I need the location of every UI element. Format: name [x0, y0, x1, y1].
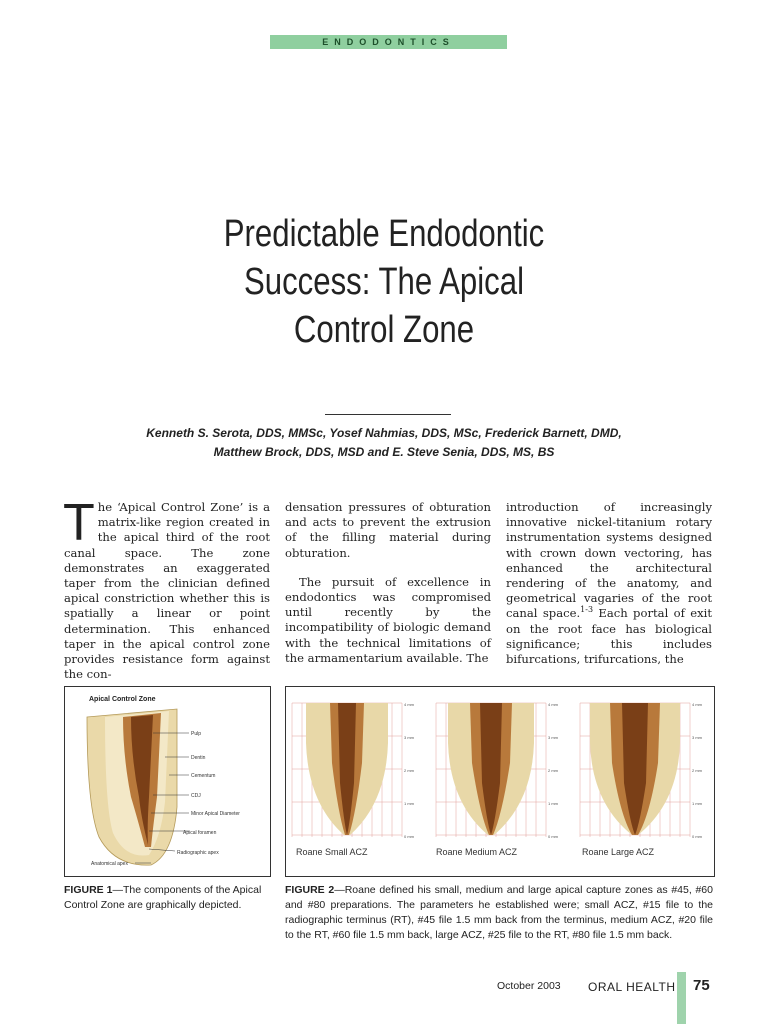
journal-name: ORAL HEALTH	[588, 980, 676, 994]
mm-label: 2 mm	[692, 768, 702, 773]
title-divider	[325, 414, 451, 415]
mm-label: 2 mm	[404, 768, 414, 773]
figure-label: Cementum	[191, 773, 216, 779]
article-title	[192, 210, 576, 354]
mm-label: 4 mm	[692, 702, 702, 707]
footer-accent-bar	[677, 972, 686, 1024]
citation-superscript: 1-3	[580, 605, 594, 615]
caption-text: —Roane defined his small, medium and large apical capture zones as #45, #60 and #80 preparations. The parameters he established were; small ACZ, #15 file to the radiographic terminus (RT), #45 file 1.5 mm back from the terminus, medium ACZ, #20 file to the RT, #60 file 1.5 mm back, large ACZ, #25 file to the RT, #80 file 1.5 mm back.	[285, 884, 713, 941]
caption-text: —The components of the Apical Control Zone are graphically depicted.	[64, 884, 262, 911]
mm-label: 3 mm	[404, 735, 414, 740]
drop-cap: T	[63, 494, 95, 552]
body-text: Each portal of exit on the root face has biological significance; this includes bifurcations, trifurcations, the	[506, 606, 712, 667]
mm-label: 1 mm	[548, 801, 558, 806]
figure-label: Pulp	[191, 731, 202, 737]
mm-label: 3 mm	[548, 735, 558, 740]
figure-1	[64, 686, 271, 877]
title-line: Control Zone	[293, 309, 475, 351]
author-line: Kenneth S. Serota, DDS, MMSc, Yosef Nahmias, DDS, MSc, Frederick Barnett, DMD,	[146, 426, 622, 440]
caption-label: FIGURE 2	[285, 884, 335, 896]
mm-label: 0 mm	[404, 834, 414, 839]
mm-label: 1 mm	[692, 801, 702, 806]
roane-acz-diagram	[286, 687, 714, 876]
figure-label: Apical foramen	[183, 830, 217, 836]
figure-label: Minor Apical Diameter	[191, 811, 240, 817]
body-text: he ‘Apical Control Zone’ is a matrix-like region created in the apical third of the root canal space. The zone demonstrates an exaggerated taper from the clinician defined apical constriction whether this is spatially a linear or point determination. This enhanced taper in the apical control zone provides resistance form against the con-	[64, 500, 270, 682]
title-line: Predictable Endodontic	[223, 213, 545, 255]
apical-control-zone-diagram	[65, 687, 270, 876]
author-list	[130, 424, 638, 462]
mm-label: 3 mm	[692, 735, 702, 740]
mm-label: 2 mm	[548, 768, 558, 773]
body-column-1	[63, 494, 270, 682]
section-header: ENDODONTICS	[270, 35, 507, 49]
acz-panel-small	[292, 702, 416, 857]
body-column-2	[285, 500, 491, 666]
figure-heading: Apical Control Zone	[89, 696, 156, 703]
panel-label: Roane Medium ACZ	[436, 847, 518, 857]
issue-date: October 2003	[497, 980, 561, 992]
acz-panel-large	[580, 702, 704, 857]
caption-label: FIGURE 1	[64, 884, 113, 896]
mm-label: 0 mm	[548, 834, 558, 839]
figure-label: Dentin	[191, 755, 206, 761]
body-text: introduction of increasingly innovative nickel-titanium rotary instrumentation systems designed with crown down vectoring, has enhanced the architectural rendering of the anatomy, and geometrical vagaries of the root canal space.	[506, 500, 712, 621]
figure-2-caption	[285, 883, 713, 943]
figure-1-caption	[64, 883, 272, 913]
author-line: Matthew Brock, DDS, MSD and E. Steve Senia, DDS, MS, BS	[213, 445, 555, 459]
acz-panel-medium	[436, 702, 560, 857]
figure-label: CDJ	[191, 793, 201, 799]
mm-label: 0 mm	[692, 834, 702, 839]
body-column-3	[506, 500, 712, 667]
figure-label: Anatomical apex	[91, 861, 128, 867]
panel-label: Roane Large ACZ	[582, 847, 655, 857]
body-paragraph: The pursuit of excellence in endodontics was compromised until recently by the incompatibility of biologic demand with the technical limitations of the armamentarium available. The	[285, 574, 491, 665]
panel-label: Roane Small ACZ	[296, 847, 368, 857]
figure-2	[285, 686, 715, 877]
mm-label: 1 mm	[404, 801, 414, 806]
mm-label: 4 mm	[548, 702, 558, 707]
figure-label: Radiographic apex	[177, 850, 219, 856]
page-number: 75	[693, 977, 710, 994]
title-line: Success: The Apical	[243, 261, 525, 303]
mm-label: 4 mm	[404, 702, 414, 707]
body-paragraph: densation pressures of obturation and acts to prevent the extrusion of the filling material during obturation.	[285, 500, 491, 560]
